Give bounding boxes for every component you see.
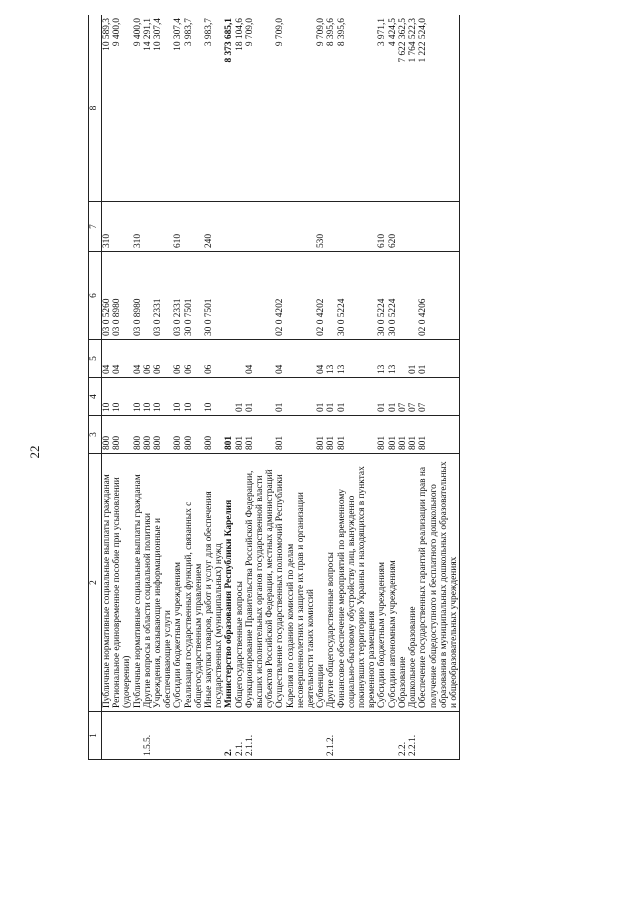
row-gr: 800 [204, 416, 224, 454]
row-rz: 10 [184, 378, 204, 416]
row-gr: 800 [102, 416, 113, 454]
row-rz: 10 [133, 378, 143, 416]
row-cs [398, 252, 408, 340]
table-row [245, 15, 276, 760]
row-rz: 10 [102, 378, 113, 416]
row-number [316, 712, 326, 760]
row-vr: 620 [388, 202, 398, 252]
row-sum: 3 983,7 [204, 15, 224, 202]
row-vr [112, 202, 132, 252]
header-row [89, 15, 102, 760]
row-number [377, 712, 387, 760]
row-pr: 13 [377, 340, 387, 378]
row-pr: 04 [133, 340, 143, 378]
row-sum: 4 424,5 [388, 15, 398, 202]
row-sum: 10 307,4 [153, 15, 173, 202]
row-gr: 801 [316, 416, 326, 454]
budget-sheet [88, 15, 598, 760]
row-vr [184, 202, 204, 252]
row-cs: 03 0 5260 [102, 252, 113, 340]
row-cs [326, 252, 336, 340]
row-name: Региональное единовременное пособие при усыновлении (удочерении) [112, 454, 132, 712]
row-gr: 801 [388, 416, 398, 454]
row-rz: 01 [337, 378, 378, 416]
row-name: Учреждения, оказывающие информационные и обеспечивающие услуги [153, 454, 173, 712]
row-rz: 01 [388, 378, 398, 416]
row-name: Субсидии бюджетным учреждениям [377, 454, 387, 712]
row-name: Осуществление государственных полномочий Республики Карелия по созданию комиссий по делам несовершеннолетних и защите их прав и организации деятельности таких комиссий [275, 454, 316, 712]
row-vr [245, 202, 276, 252]
row-cs: 30 0 5224 [388, 252, 398, 340]
row-rz [224, 378, 234, 416]
row-gr: 801 [377, 416, 387, 454]
row-name: Публичные нормативные социальные выплаты гражданам [102, 454, 113, 712]
table-row [133, 15, 143, 760]
table-row [173, 15, 183, 760]
row-rz: 01 [377, 378, 387, 416]
row-pr: 01 [408, 340, 418, 378]
rotated-sheet-content [88, 15, 598, 760]
table-row [224, 15, 234, 760]
row-cs: 30 0 7501 [184, 252, 204, 340]
row-vr: 610 [173, 202, 183, 252]
row-number [388, 712, 398, 760]
row-number: 2. [224, 712, 234, 760]
row-cs [408, 252, 418, 340]
row-rz: 10 [153, 378, 173, 416]
row-number [275, 712, 316, 760]
row-rz: 01 [275, 378, 316, 416]
table-row [418, 15, 459, 760]
table-row [143, 15, 153, 760]
row-name: Другие вопросы в области социальной политики [143, 454, 153, 712]
row-sum: 8 395,6 [326, 15, 336, 202]
table-row [184, 15, 204, 760]
column-header: 6 [89, 252, 102, 340]
row-number: 1.5.5. [143, 712, 153, 760]
row-number: 2.1.2. [326, 712, 336, 760]
row-sum: 14 291,1 [143, 15, 153, 202]
row-name: Другие общегосударственные вопросы [326, 454, 336, 712]
table-row [388, 15, 398, 760]
row-number [112, 712, 132, 760]
row-number [204, 712, 224, 760]
row-rz: 01 [245, 378, 276, 416]
table-row [204, 15, 224, 760]
row-number: 2.1. [235, 712, 245, 760]
row-gr: 801 [408, 416, 418, 454]
row-name: Финансовое обеспечение мероприятий по временному социально-бытовому обустройству лиц, вынужденно покинувших территорию Украины и находящихся в пунктах временного размещения [337, 454, 378, 712]
row-sum: 10 307,4 [173, 15, 183, 202]
row-name: Публичные нормативные социальные выплаты гражданам [133, 454, 143, 712]
row-sum: 7 622 362,5 [398, 15, 408, 202]
row-name: Реализация государственных функций, связанных с общегосударственным управлением [184, 454, 204, 712]
row-cs [224, 252, 234, 340]
row-gr: 801 [245, 416, 276, 454]
table-row [316, 15, 326, 760]
row-rz: 07 [398, 378, 408, 416]
table-row [235, 15, 245, 760]
row-pr [398, 340, 408, 378]
row-rz: 07 [418, 378, 459, 416]
row-pr: 04 [112, 340, 132, 378]
page-number: 22 [27, 445, 42, 459]
row-sum: 1 764 522,3 [408, 15, 418, 202]
row-sum: 9 709,0 [245, 15, 276, 202]
row-cs: 03 0 8980 [112, 252, 132, 340]
column-header: 7 [89, 202, 102, 252]
row-cs: 30 0 5224 [337, 252, 378, 340]
row-pr: 04 [316, 340, 326, 378]
row-pr [224, 340, 234, 378]
table-body [102, 15, 460, 760]
row-gr: 801 [398, 416, 408, 454]
row-cs: 02 0 4206 [418, 252, 459, 340]
row-pr: 13 [337, 340, 378, 378]
column-header: 3 [89, 416, 102, 454]
row-rz: 01 [326, 378, 336, 416]
budget-table [88, 15, 460, 760]
row-cs: 03 0 8980 [133, 252, 143, 340]
row-pr: 04 [102, 340, 113, 378]
row-cs: 03 0 2331 [173, 252, 183, 340]
row-vr [408, 202, 418, 252]
row-sum: 8 395,6 [337, 15, 378, 202]
row-gr: 800 [184, 416, 204, 454]
row-cs: 02 0 4202 [316, 252, 326, 340]
row-rz: 10 [204, 378, 224, 416]
row-vr: 240 [204, 202, 224, 252]
row-pr: 06 [143, 340, 153, 378]
row-gr: 801 [224, 416, 234, 454]
row-pr: 04 [245, 340, 276, 378]
row-number [102, 712, 113, 760]
row-sum: 3 971,1 [377, 15, 387, 202]
row-vr [337, 202, 378, 252]
table-row [398, 15, 408, 760]
row-number [173, 712, 183, 760]
row-cs [143, 252, 153, 340]
row-name: Иные закупки товаров, работ и услуг для обеспечения государственных (муниципальных) нужд [204, 454, 224, 712]
row-vr [326, 202, 336, 252]
row-gr: 800 [112, 416, 132, 454]
row-number [133, 712, 143, 760]
table-row [153, 15, 173, 760]
table-row [377, 15, 387, 760]
column-header: 8 [89, 15, 102, 202]
row-vr [143, 202, 153, 252]
row-pr: 06 [153, 340, 173, 378]
row-vr: 610 [377, 202, 387, 252]
row-name: Субсидии автономным учреждениям [388, 454, 398, 712]
row-gr: 801 [326, 416, 336, 454]
row-rz: 01 [235, 378, 245, 416]
row-gr: 801 [235, 416, 245, 454]
table-row [337, 15, 378, 760]
row-vr: 310 [102, 202, 113, 252]
row-number [418, 712, 459, 760]
row-cs: 30 0 7501 [204, 252, 224, 340]
row-sum: 3 983,7 [184, 15, 204, 202]
row-sum: 10 589,3 [102, 15, 113, 202]
row-vr [275, 202, 316, 252]
row-name: Образование [398, 454, 408, 712]
row-name: Субвенции [316, 454, 326, 712]
row-vr [235, 202, 245, 252]
row-number: 2.2.1. [408, 712, 418, 760]
row-pr: 01 [418, 340, 459, 378]
row-vr [418, 202, 459, 252]
row-name: Субсидии бюджетным учреждениям [173, 454, 183, 712]
row-sum: 9 400,0 [112, 15, 132, 202]
table-row [326, 15, 336, 760]
table-row [408, 15, 418, 760]
row-cs: 03 0 2331 [153, 252, 173, 340]
table-row [275, 15, 316, 760]
row-cs [235, 252, 245, 340]
row-sum: 9 400,0 [133, 15, 143, 202]
table-row [112, 15, 132, 760]
row-number: 2.2. [398, 712, 408, 760]
row-name: Общегосударственные вопросы [235, 454, 245, 712]
row-name: Обеспечение государственных гарантий реализации прав на получение общедоступного и бесплатного дошкольного образования в муниципальных дошкольных образовательных и общеобразовательных учреждениях [418, 454, 459, 712]
row-cs [245, 252, 276, 340]
row-gr: 800 [133, 416, 143, 454]
row-name: Дошкольное образование [408, 454, 418, 712]
column-header: 5 [89, 340, 102, 378]
row-gr: 800 [143, 416, 153, 454]
row-vr: 310 [133, 202, 143, 252]
row-number [153, 712, 173, 760]
row-pr: 13 [326, 340, 336, 378]
row-name: Министерство образования Республики Карелия [224, 454, 234, 712]
row-sum: 1 222 524,0 [418, 15, 459, 202]
row-number [184, 712, 204, 760]
row-rz: 07 [408, 378, 418, 416]
row-pr: 04 [275, 340, 316, 378]
row-vr [398, 202, 408, 252]
row-rz: 10 [173, 378, 183, 416]
row-pr: 06 [173, 340, 183, 378]
row-pr: 13 [388, 340, 398, 378]
row-sum: 8 373 685,1 [224, 15, 234, 202]
row-number: 2.1.1. [245, 712, 276, 760]
row-gr: 800 [153, 416, 173, 454]
row-name: Функционирование Правительства Российской Федерации, высших исполнительных органов государственной власти субъектов Российской Федерации, местных администраций [245, 454, 276, 712]
column-header: 2 [89, 454, 102, 712]
row-vr [153, 202, 173, 252]
row-cs: 30 0 5224 [377, 252, 387, 340]
row-gr: 801 [337, 416, 378, 454]
row-vr: 530 [316, 202, 326, 252]
column-header: 4 [89, 378, 102, 416]
row-number [337, 712, 378, 760]
column-header: 1 [89, 712, 102, 760]
row-rz: 10 [143, 378, 153, 416]
row-gr: 800 [173, 416, 183, 454]
row-rz: 10 [112, 378, 132, 416]
table-row [102, 15, 113, 760]
row-vr [224, 202, 234, 252]
row-pr: 06 [204, 340, 224, 378]
row-sum: 9 709,0 [275, 15, 316, 202]
row-cs: 02 0 4202 [275, 252, 316, 340]
row-pr: 06 [184, 340, 204, 378]
row-sum: 18 104,6 [235, 15, 245, 202]
row-pr [235, 340, 245, 378]
row-gr: 801 [418, 416, 459, 454]
row-gr: 801 [275, 416, 316, 454]
row-sum: 9 709,0 [316, 15, 326, 202]
row-rz: 01 [316, 378, 326, 416]
